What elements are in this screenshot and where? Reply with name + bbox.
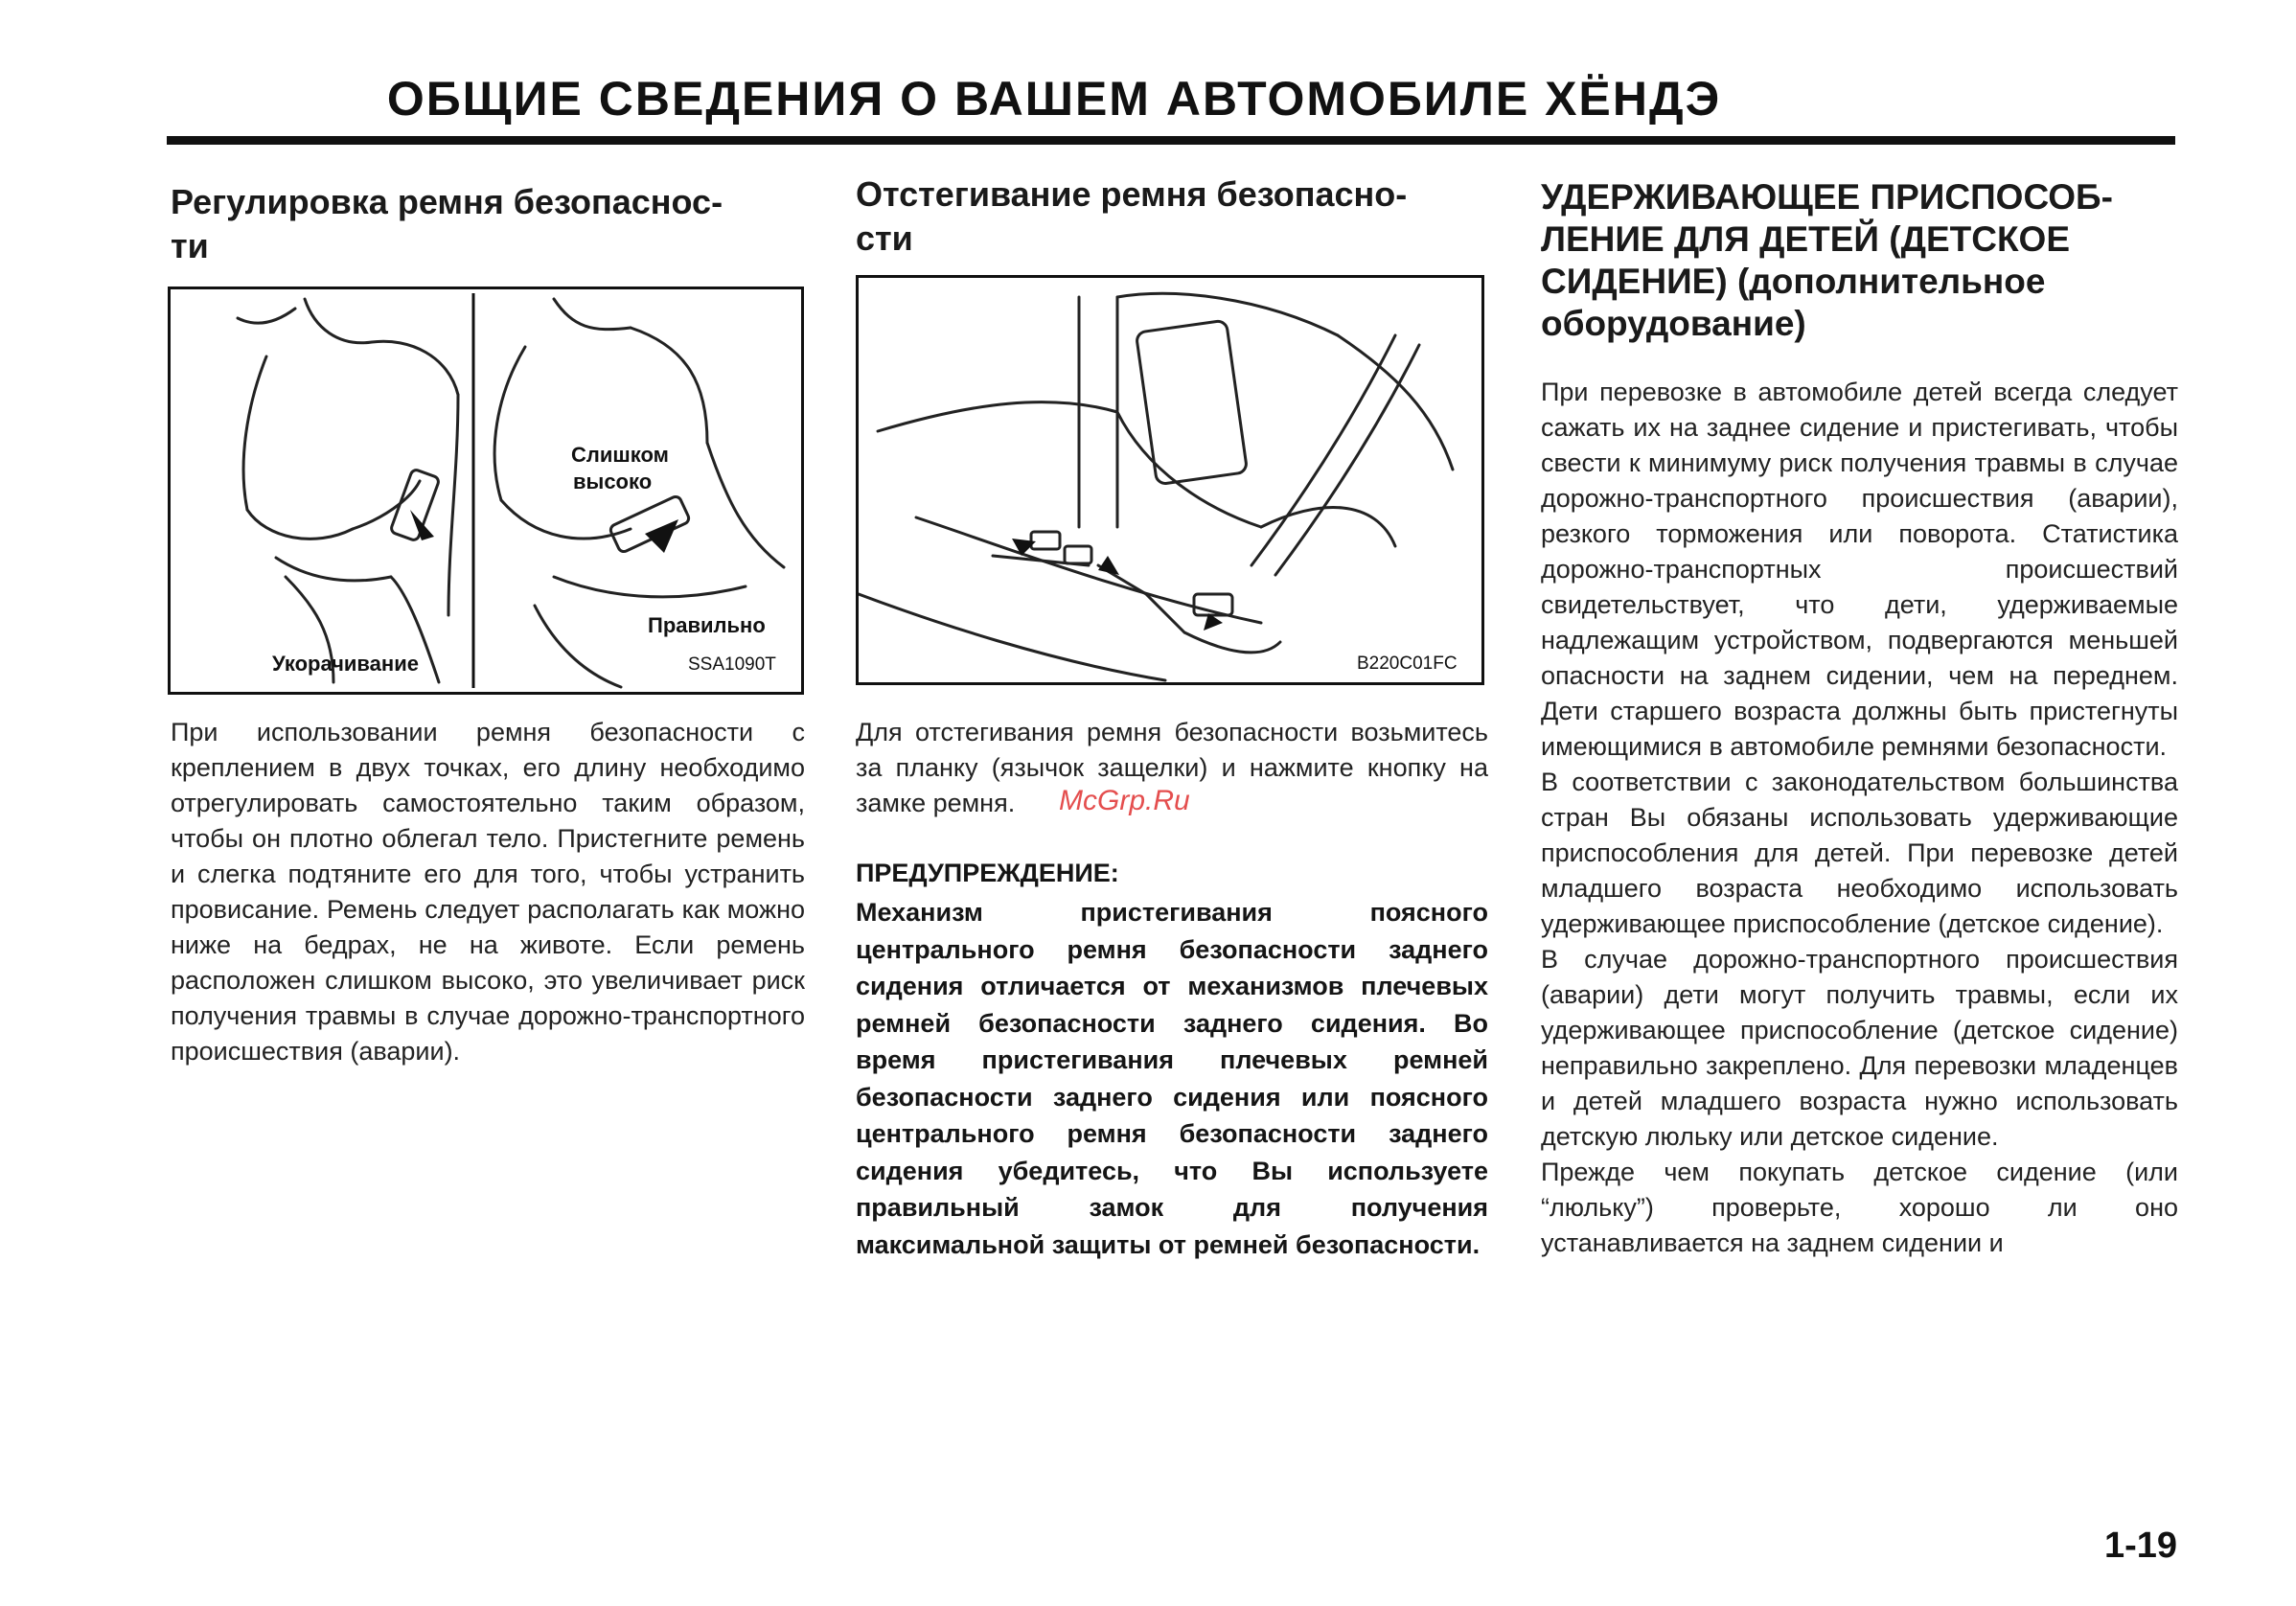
section-title-line: ЛЕНИЕ ДЛЯ ДЕТЕЙ (ДЕТСКОЕ bbox=[1541, 219, 2071, 259]
section-title-line: Регулировка ремня безопаснос- bbox=[171, 182, 723, 221]
label-shortening: Укорачивание bbox=[272, 652, 419, 676]
body-child-restraint bbox=[1541, 375, 2178, 1261]
belt-release-illustration bbox=[859, 278, 1481, 682]
section-title-unfasten-belt bbox=[856, 172, 1488, 261]
figure-belt-release bbox=[856, 275, 1484, 685]
section-title-child-restraint bbox=[1541, 176, 2178, 345]
figure-belt-adjustment bbox=[168, 287, 804, 695]
paragraph: В случае дорожно-транспортного происшествия (аварии) дети могут получить травмы, если их удерживающее приспособление (детское сидение) неправильно закреплено. Для перевозки младенцев и детей младшего возраста нужно использовать детскую люльку или детское сидение. bbox=[1541, 945, 2178, 1151]
warning-heading: ПРЕДУПРЕЖДЕНИЕ: bbox=[856, 859, 1119, 887]
figure-code: SSA1090T bbox=[688, 654, 776, 675]
label-too-high-line2: высоко bbox=[573, 470, 653, 493]
warning-block bbox=[856, 859, 1488, 1263]
label-too-high-line1: Слишком bbox=[571, 443, 669, 467]
section-title-adjust-belt bbox=[171, 180, 805, 268]
section-title-line: УДЕРЖИВАЮЩЕЕ ПРИСПОСОБ- bbox=[1541, 177, 2113, 217]
figure-code: B220C01FC bbox=[1357, 654, 1458, 674]
section-title-line: СИДЕНИЕ) (дополнительное bbox=[1541, 262, 2046, 301]
section-title-line: ти bbox=[171, 226, 209, 265]
warning-body: Механизм пристегивания поясного центрального ремня безопасности заднего сидения отличается от механизмов плечевых ремней безопасности заднего сидения. Во время пристегивания плечевых ремней безопасности заднего сидения или поясного центрального ремня безопасности заднего сидения убедитесь, что Вы используете правильный замок для получения максимальной защиты от ремней безопасности. bbox=[856, 898, 1488, 1259]
page-number: 1-19 bbox=[2104, 1526, 2178, 1566]
header-rule bbox=[167, 136, 2175, 145]
body-adjust-belt bbox=[171, 715, 805, 1069]
watermark: McGrp.Ru bbox=[1059, 785, 1190, 816]
paragraph: При перевозке в автомобиле детей всегда следует сажать их на заднее сидение и пристегивать, чтобы свести к минимуму риск получения травмы в случае дорожно-транспортного происшествия (аварии), резкого торможения или поворота. Статистика дорожно-транспортных происшествий свидетельствует, что дети, удерживаемые надлежащим устройством, подвергаются меньшей опасности на заднем сидении, чем на переднем. Дети старшего возраста должны быть пристегнуты имеющимися в автомобиле ремнями безопасности. bbox=[1541, 378, 2178, 761]
section-title-line: сти bbox=[856, 218, 913, 258]
paragraph: При использовании ремня безопасности с креплением в двух точках, его длину необходимо отрегулировать самостоятельно таким образом, чтобы он плотно облегал тело. Пристегните ремень и слегка подтяните его для того, чтобы устранить провисание. Ремень следует располагать как можно ниже на бедрах, не на животе. Если ремень расположен слишком высоко, это увеличивает риск получения травмы в случае дорожно-транспортного происшествия (аварии). bbox=[171, 718, 805, 1066]
section-title-line: Отстегивание ремня безопасно- bbox=[856, 174, 1408, 214]
paragraph: Прежде чем покупать детское сидение (или “люльку”) проверьте, хорошо ли оно устанавливается на заднем сидении и bbox=[1541, 1158, 2178, 1257]
paragraph: Для отстегивания ремня безопасности возьмитесь за планку (язычок защелки) и нажмите кнопку на замке ремня. bbox=[856, 718, 1488, 817]
section-title-line: оборудование) bbox=[1541, 304, 1806, 343]
label-correct: Правильно bbox=[648, 613, 766, 637]
paragraph: В соответствии с законодательством большинства стран Вы обязаны использовать удерживающие приспособления для детей. При перевозке детей младшего возраста необходимо использовать удерживающее приспособление (детское сидение). bbox=[1541, 768, 2178, 938]
page-header-title: ОБЩИЕ СВЕДЕНИЯ О ВАШЕМ АВТОМОБИЛЕ ХЁНДЭ bbox=[386, 72, 1722, 126]
